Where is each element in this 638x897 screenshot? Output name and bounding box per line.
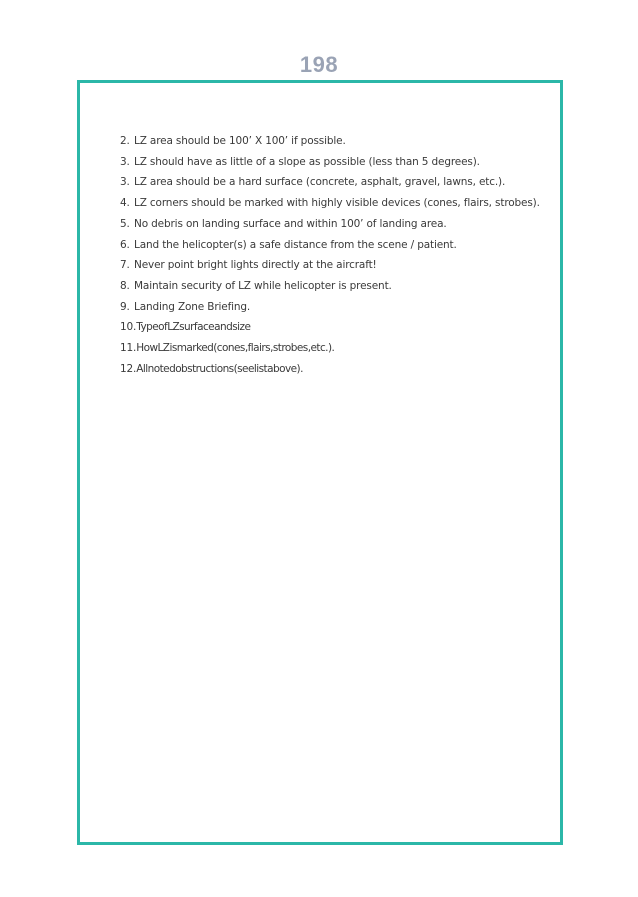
list-item — [120, 152, 560, 173]
list-item-number: 5. — [120, 217, 130, 230]
list-item-number: 8. — [120, 279, 130, 292]
list-item-number: 4. — [120, 197, 130, 210]
list-item-text: Never point bright lights directly at the aircraft! — [134, 259, 377, 272]
list-item-text: HowLZismarked(cones,flairs,strobes,etc.). — [136, 342, 335, 355]
list-item-number: 3. — [120, 155, 130, 168]
list-item-text: Landing Zone Briefing. — [134, 300, 251, 313]
list-item-number: 7. — [120, 259, 130, 272]
lz-guidelines-list — [120, 131, 560, 379]
list-item-number: 3. — [120, 176, 130, 189]
list-item — [120, 193, 560, 214]
list-item — [120, 276, 560, 297]
list-item — [120, 255, 560, 276]
list-item-number: 9. — [120, 300, 130, 313]
list-item — [120, 214, 560, 235]
list-item-text: LZ area should be a hard surface (concrete, asphalt, gravel, lawns, etc.). — [134, 176, 506, 189]
list-item-text: TypeofLZsurfaceandsize — [136, 321, 251, 334]
list-item-number: 11. — [120, 342, 137, 355]
list-item-number: 12. — [120, 362, 137, 375]
list-item-text: LZ area should be 100’ X 100’ if possible. — [134, 135, 346, 147]
list-item — [120, 359, 560, 380]
list-item-text: Allnotedobstructions(seelistabove). — [136, 362, 303, 375]
list-item — [120, 172, 560, 193]
list-item — [120, 235, 560, 256]
list-item — [120, 297, 560, 318]
list-item-text: No debris on landing surface and within 100’ of landing area. — [134, 217, 447, 230]
list-item-number: 2. — [120, 135, 130, 147]
content-frame — [77, 80, 563, 845]
list-item-text: LZ corners should be marked with highly visible devices (cones, flairs, strobes). — [134, 197, 540, 210]
list-item-text: LZ should have as little of a slope as possible (less than 5 degrees). — [134, 155, 480, 168]
list-item-text: Land the helicopter(s) a safe distance from the scene / patient. — [134, 238, 457, 251]
list-item — [120, 131, 560, 152]
list-item — [120, 338, 560, 359]
list-item — [120, 317, 560, 338]
list-item-number: 10. — [120, 321, 137, 334]
list-item-number: 6. — [120, 238, 130, 251]
list-item-text: Maintain security of LZ while helicopter is present. — [134, 279, 392, 292]
page-number: 198 — [299, 52, 339, 77]
